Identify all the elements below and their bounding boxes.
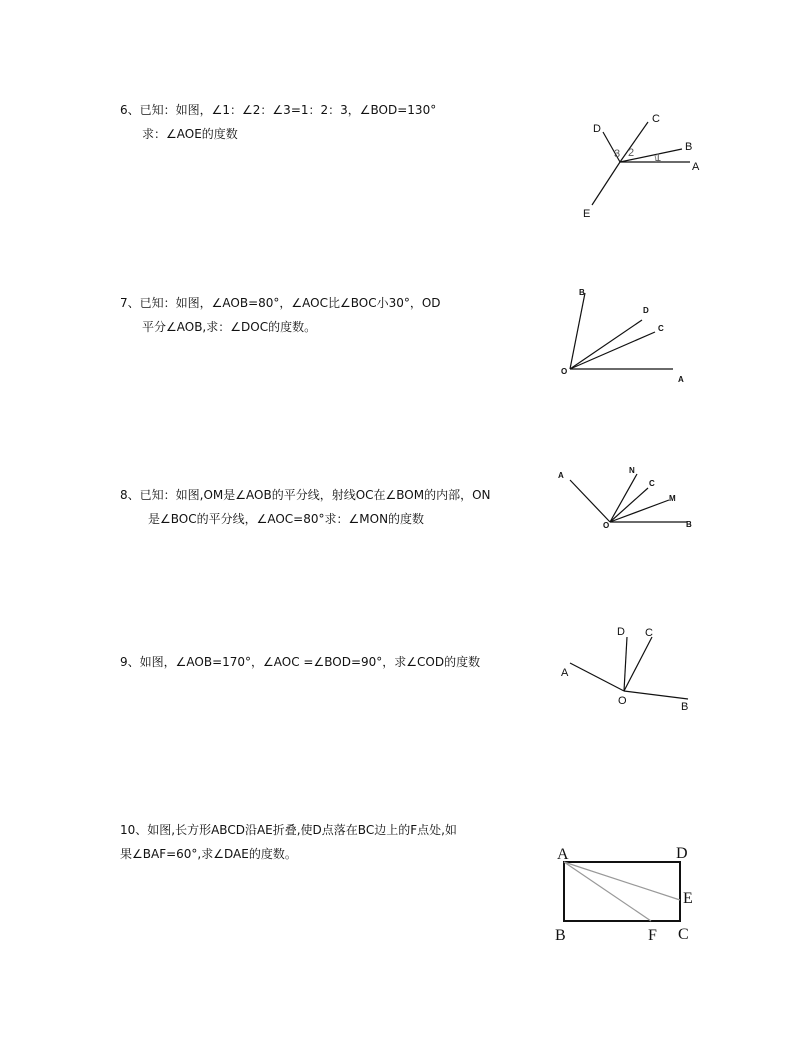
problem-number: 10、: [120, 823, 148, 837]
rectangle-fold-diagram: [548, 838, 698, 948]
problem-line: 果∠BAF=60°,求∠DAE的度数。: [120, 847, 297, 861]
angle-diagram: [555, 285, 695, 395]
point-label-b: B: [681, 701, 689, 713]
ray-oa: [570, 480, 610, 522]
ray-oc: [610, 488, 648, 522]
point-label-m: M: [669, 494, 676, 503]
figure-8: [552, 462, 697, 537]
problem-line: 求：∠AOE的度数: [142, 127, 238, 141]
problem-line: 是∠BOC的平分线，∠AOC=80°求：∠MON的度数: [148, 512, 425, 526]
fold-line-ae: [564, 862, 680, 900]
point-label-b: B: [555, 927, 566, 944]
point-label-d: D: [676, 845, 688, 862]
point-label-o: O: [561, 367, 568, 376]
rectangle-abcd: [564, 862, 680, 921]
point-label-a: A: [557, 846, 569, 863]
point-label-c: C: [645, 627, 653, 639]
point-label-c: C: [658, 324, 664, 333]
problem-line: 6、已知：如图，∠1：∠2：∠3=1：2：3，∠BOD=130°: [120, 103, 437, 117]
problem-number: 7、: [120, 296, 140, 310]
problem-7: [120, 291, 441, 339]
problem-number: 8、: [120, 488, 140, 502]
ray-oc: [570, 332, 655, 369]
angle-label-2: 2: [628, 147, 635, 159]
ray-oe: [592, 162, 620, 205]
point-label-f: F: [648, 927, 657, 944]
problem-line: 7、已知：如图，∠AOB=80°，∠AOC比∠BOC小30°，OD: [120, 296, 441, 310]
point-label-a: A: [692, 161, 700, 173]
problem-line: 平分∠AOB,求：∠DOC的度数。: [142, 320, 317, 334]
problem-8: [120, 483, 491, 531]
point-label-n: N: [629, 466, 635, 475]
ray-ob: [624, 691, 688, 699]
problem-line: 9、如图，∠AOB=170°，∠AOC =∠BOD=90°，求∠COD的度数: [120, 655, 481, 669]
point-label-e: E: [583, 208, 591, 220]
problem-line: 8、已知：如图,OM是∠AOB的平分线，射线OC在∠BOM的内部，ON: [120, 488, 491, 502]
point-label-b: B: [686, 520, 692, 529]
angle-diagram: [552, 462, 697, 537]
ray-om: [610, 500, 669, 522]
ray-ob: [570, 293, 585, 369]
ray-oa: [570, 663, 624, 691]
angle-label-3: 3: [614, 148, 621, 160]
segment-af: [564, 862, 651, 921]
point-label-b: B: [685, 141, 693, 153]
angle-label-1: 1: [655, 152, 662, 164]
point-label-c: C: [649, 479, 655, 488]
problem-10: [120, 818, 457, 866]
point-label-b: B: [579, 288, 585, 297]
figure-7: [555, 285, 695, 395]
problem-line: 10、如图,长方形ABCD沿AE折叠,使D点落在BC边上的F点处,如: [120, 823, 457, 837]
point-label-o: O: [618, 695, 627, 707]
point-label-d: D: [593, 123, 601, 135]
point-label-d: D: [643, 306, 649, 315]
figure-6: [570, 100, 710, 225]
angle-diagram: [570, 100, 710, 225]
figure-10: [548, 838, 698, 948]
problem-6: [120, 98, 436, 146]
point-label-c: C: [678, 926, 689, 943]
point-label-o: O: [603, 521, 610, 530]
ray-oc: [624, 637, 652, 691]
point-label-a: A: [561, 667, 569, 679]
point-label-a: A: [558, 471, 564, 480]
problem-number: 9、: [120, 655, 140, 669]
point-label-a: A: [678, 375, 684, 384]
point-label-c: C: [652, 113, 660, 125]
ray-od: [570, 320, 642, 369]
problem-number: 6、: [120, 103, 140, 117]
ray-on: [610, 474, 637, 522]
point-label-d: D: [617, 626, 625, 638]
angle-diagram: [555, 620, 700, 720]
point-label-e: E: [683, 890, 693, 907]
problem-9: [120, 650, 480, 674]
ray-od: [624, 637, 627, 691]
figure-9: [555, 620, 700, 720]
